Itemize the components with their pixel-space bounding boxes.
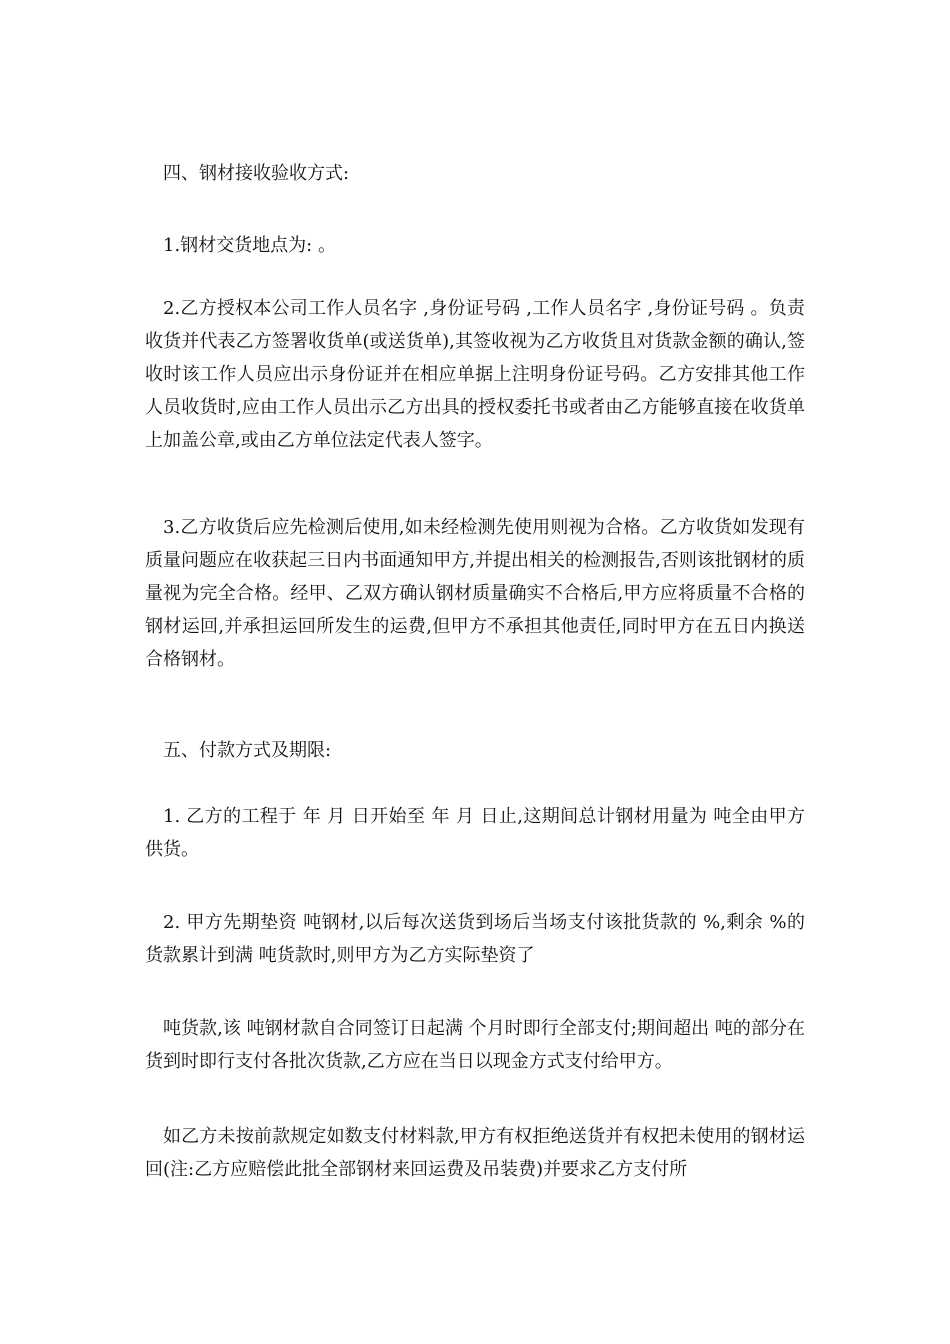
paragraph-inspection: 3.乙方收货后应先检测后使用,如未经检测先使用则视为合格。乙方收货如发现有质量问题应在收获起三日内书面通知甲方,并提出相关的检测报告,否则该批钢材的质量视为完全合格。经甲、乙双方确认钢材质量确实不合格后,甲方应将质量不合格的钢材运回,并承担运回所发生的运费,但甲方不承担其他责任,同时甲方在五日内换送合格钢材。 [145, 517, 805, 670]
section-heading-acceptance: 四、钢材接收验收方式: [163, 163, 350, 184]
paragraph-authorization: 2.乙方授权本公司工作人员名字 ,身份证号码 ,工作人员名字 ,身份证号码 。负责收货并代表乙方签署收货单(或送货单),其签收视为乙方收货且对货款金额的确认,签收时该工作人员应出示身份证并在相应单据上注明身份证号码。乙方安排其他工作人员收货时,应由工作人员出示乙方出具的授权委托书或者由乙方能够直接在收货单上加盖公章,或由乙方单位法定代表人签字。 [145, 298, 805, 451]
section-heading-payment: 五、付款方式及期限: [163, 740, 332, 761]
paragraph-nonpayment: 如乙方未按前款规定如数支付材料款,甲方有权拒绝送货并有权把未使用的钢材运回(注:乙方应赔偿此批全部钢材来回运费及吊装费)并要求乙方支付所 [145, 1126, 805, 1180]
paragraph-payment-1: 1. 乙方的工程于 年 月 日开始至 年 月 日止,这期间总计钢材用量为 吨全由甲方供货。 [145, 806, 805, 860]
paragraph-payment-2-continued: 吨货款,该 吨钢材款自合同签订日起满 个月时即行全部支付;期间超出 吨的部分在货到时即行支付各批次货款,乙方应在当日以现金方式支付给甲方。 [145, 1018, 805, 1072]
paragraph-payment-2: 2. 甲方先期垫资 吨钢材,以后每次送货到场后当场支付该批货款的 %,剩余 %的货款累计到满 吨货款时,则甲方为乙方实际垫资了 [145, 912, 805, 966]
paragraph-delivery-location: 1.钢材交货地点为: 。 [163, 235, 336, 256]
